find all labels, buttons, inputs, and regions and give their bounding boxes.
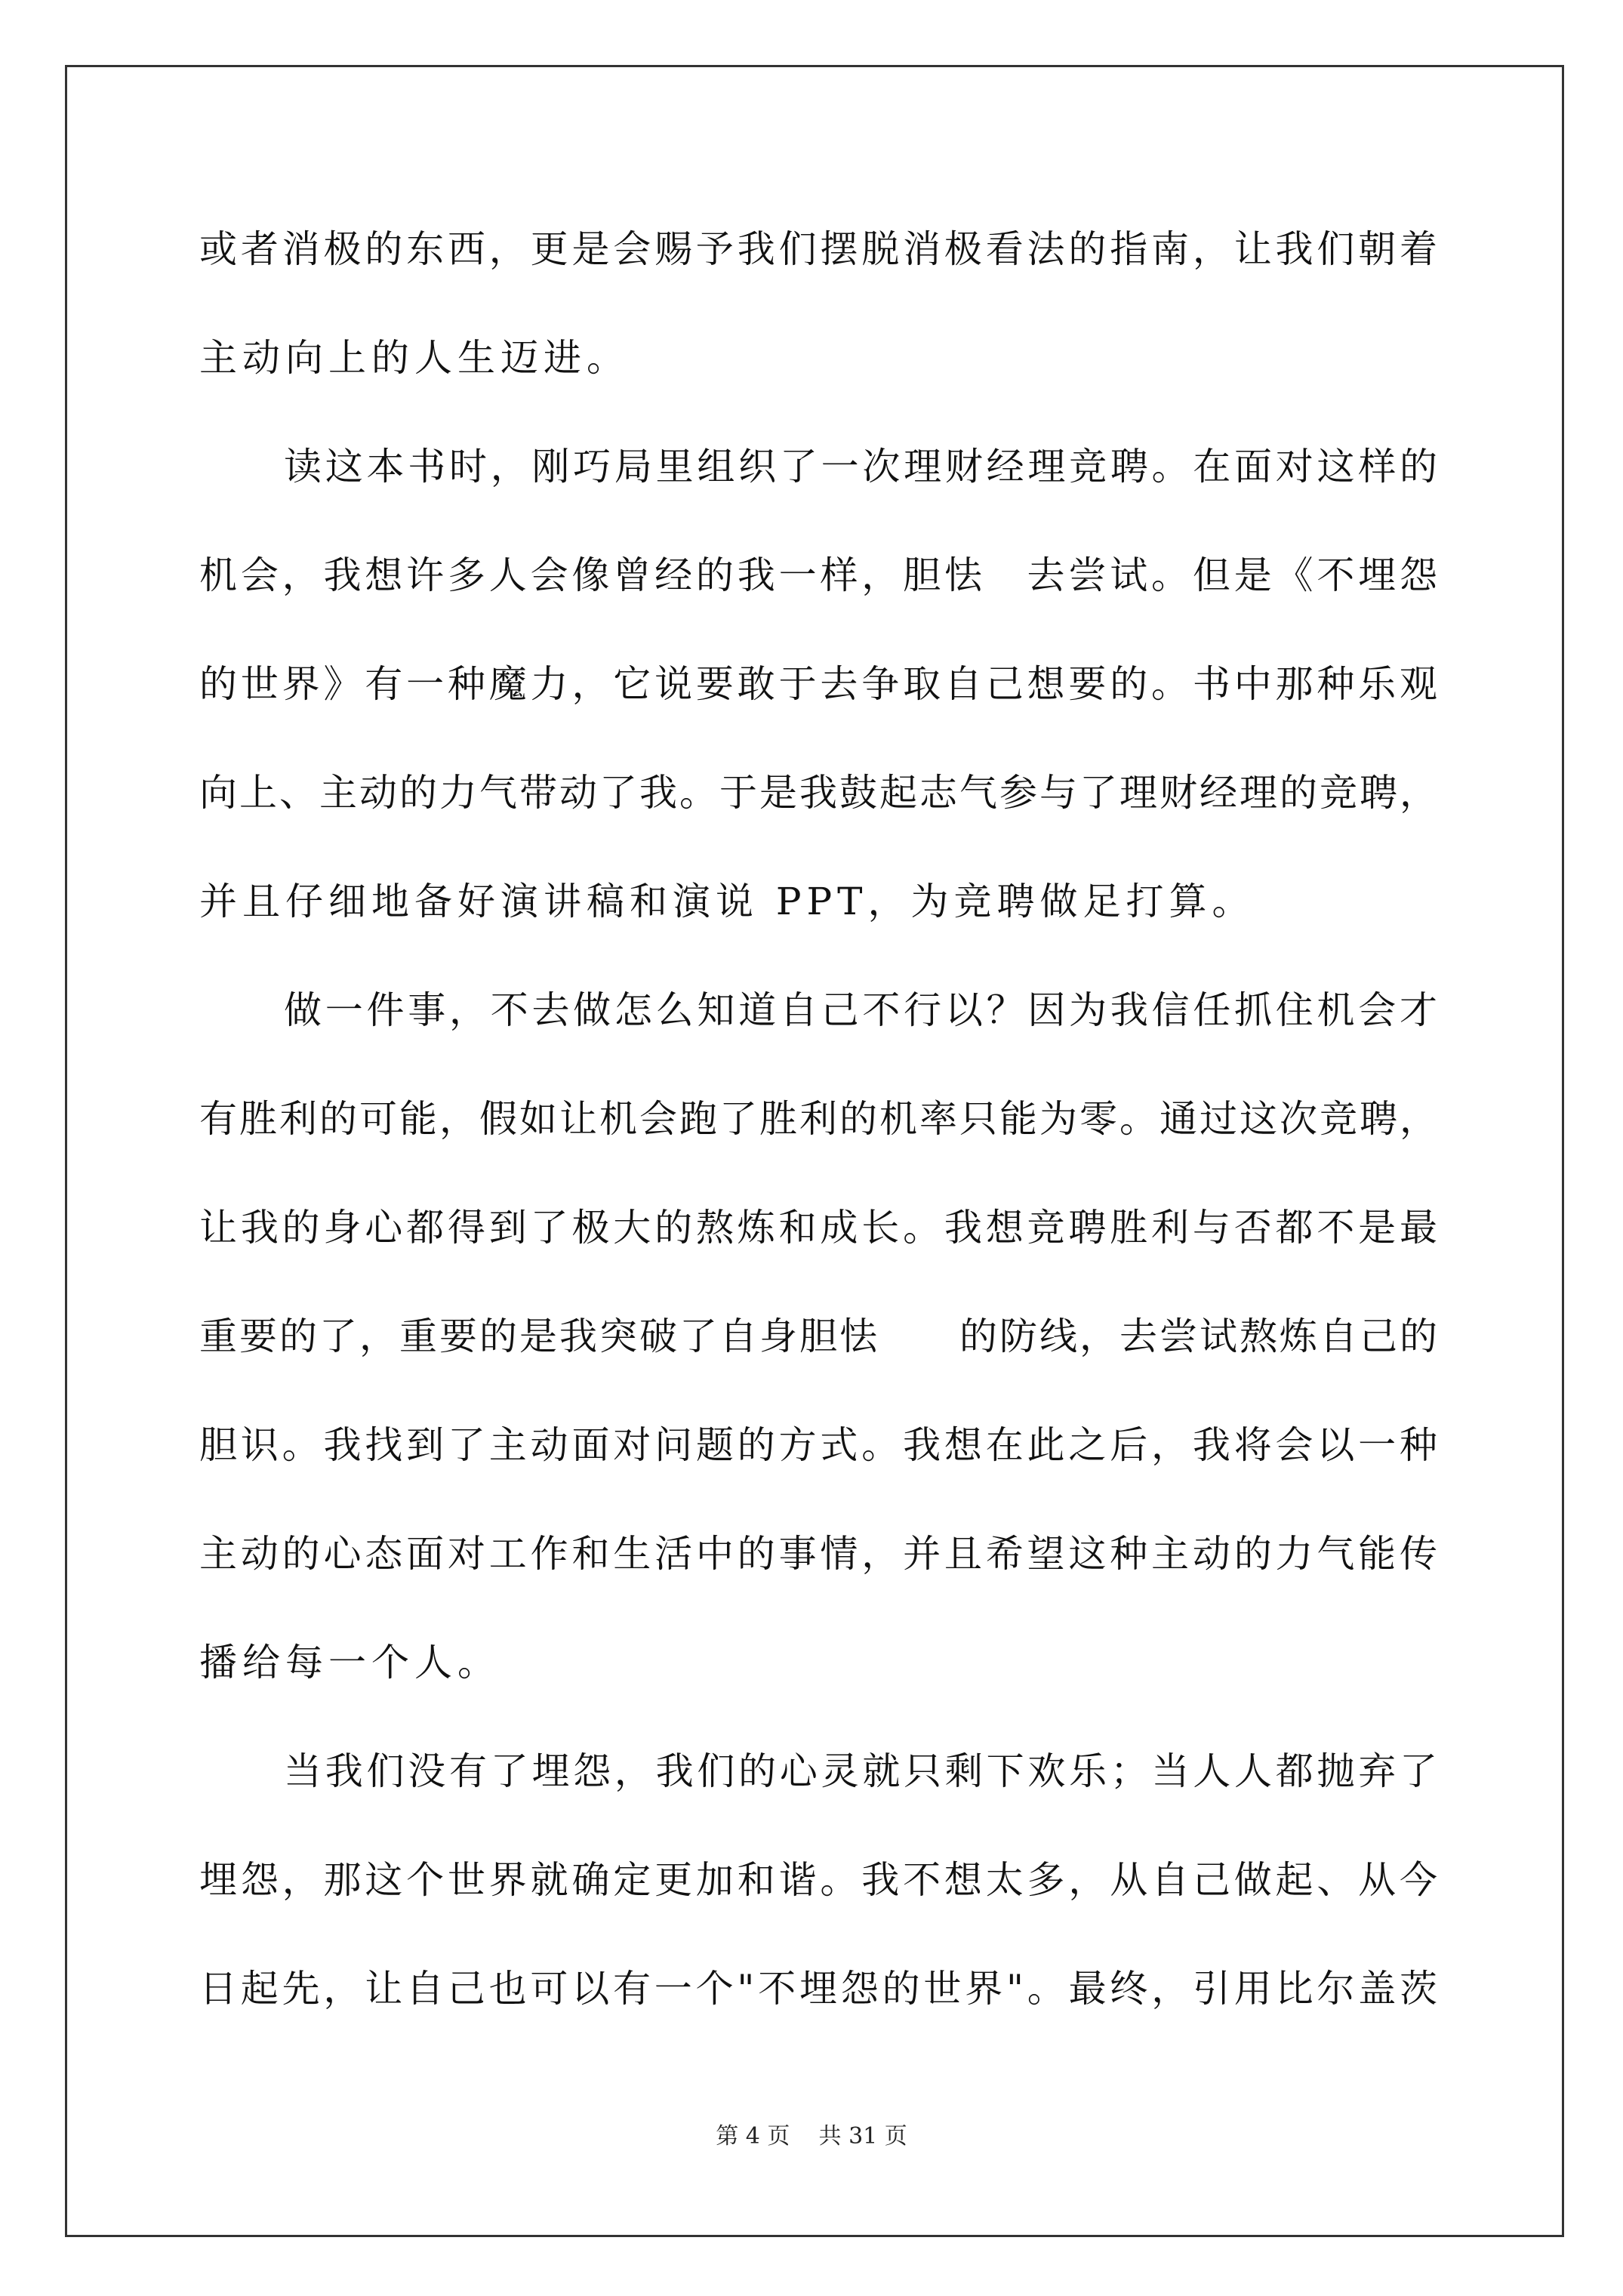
text-line-2: 主动向上的人生迈进。 <box>199 336 630 380</box>
text-line-6: 向上、主动的力气带动了我。于是我鼓起志气参与了理财经理的竞聘， <box>199 771 1437 815</box>
text-line-4: 机会，我想许多人会像曾经的我一样，胆怯 去尝试。但是《不埋怨 <box>199 553 1437 597</box>
text-line-3: 读这本书时，刚巧局里组织了一次理财经理竞聘。在面对这样的 <box>284 445 1437 488</box>
page-border <box>65 65 1564 2237</box>
text-line-15: 当我们没有了埋怨，我们的心灵就只剩下欢乐；当人人都抛弃了 <box>284 1749 1437 1793</box>
text-line-7: 并且仔细地备好演讲稿和演说 PPT，为竞聘做足打算。 <box>199 880 1255 923</box>
text-line-17: 日起先，让自己也可以有一个"不埋怨的世界"。最终，引用比尔盖茨 <box>199 1967 1437 2011</box>
text-line-5: 的世界》有一种魔力，它说要敢于去争取自己想要的。书中那种乐观 <box>199 662 1437 706</box>
text-line-11: 重要的了，重要的是我突破了自身胆怯 的防线，去尝试熬炼自己的 <box>199 1314 1437 1358</box>
text-line-14: 播给每一个人。 <box>199 1641 500 1684</box>
text-line-13: 主动的心态面对工作和生活中的事情，并且希望这种主动的力气能传 <box>199 1532 1437 1576</box>
text-line-12: 胆识。我找到了主动面对问题的方式。我想在此之后，我将会以一种 <box>199 1423 1437 1467</box>
text-line-1: 或者消极的东西，更是会赐予我们摆脱消极看法的指南，让我们朝着 <box>199 227 1437 271</box>
page-footer <box>0 2122 1623 2152</box>
text-line-10: 让我的身心都得到了极大的熬炼和成长。我想竞聘胜利与否都不是最 <box>199 1206 1437 1250</box>
text-line-16: 埋怨，那这个世界就确定更加和谐。我不想太多，从自己做起、从今 <box>199 1858 1437 1902</box>
text-line-8: 做一件事，不去做怎么知道自己不行以？因为我信任抓住机会才 <box>284 988 1437 1032</box>
page-total: 共 31 页 <box>818 2123 907 2150</box>
page-number: 第 4 页 <box>716 2123 790 2150</box>
text-line-9: 有胜利的可能，假如让机会跑了胜利的机率只能为零。通过这次竞聘， <box>199 1097 1437 1141</box>
